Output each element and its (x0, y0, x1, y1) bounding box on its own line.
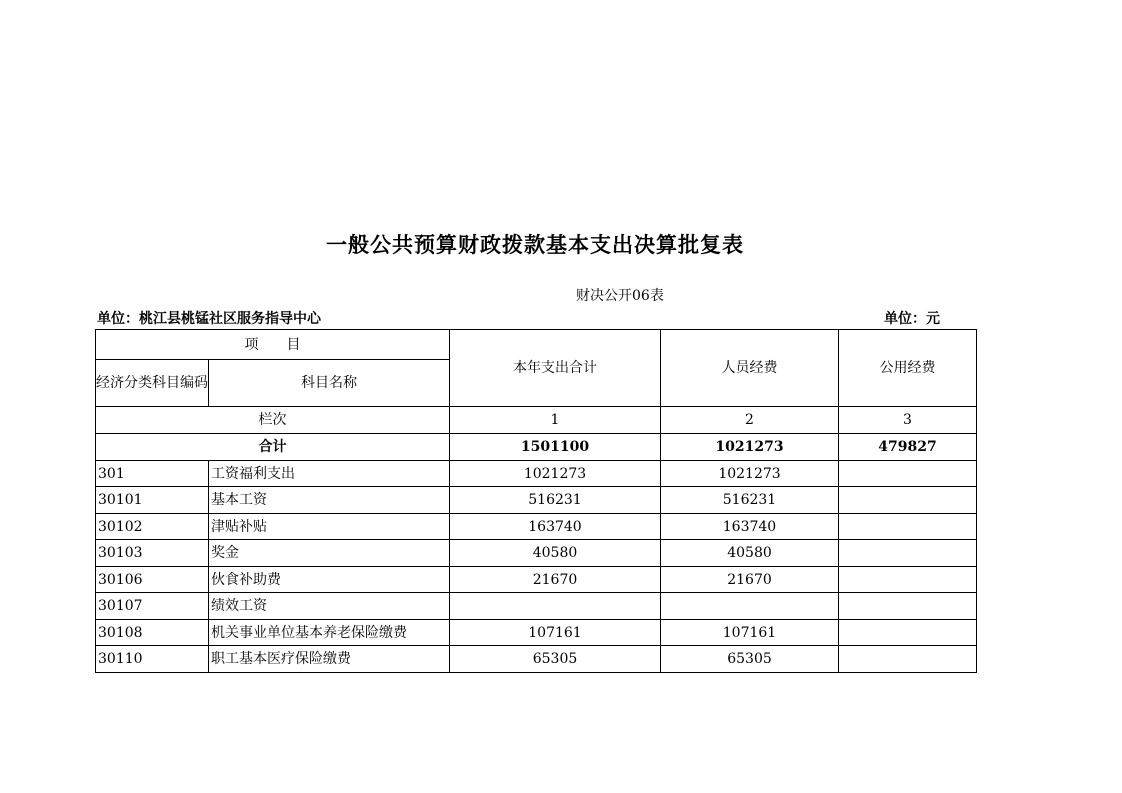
row-personnel: 163740 (661, 514, 839, 540)
table-row (96, 461, 977, 487)
row-personnel (661, 593, 839, 620)
row-total: 21670 (450, 567, 661, 593)
row-public (839, 540, 977, 567)
row-code: 30103 (96, 540, 209, 567)
row-name: 津贴补贴 (209, 514, 450, 540)
document-title: 一般公共预算财政拨款基本支出决算批复表 (326, 232, 744, 257)
row-total (450, 593, 661, 620)
row-name: 机关事业单位基本养老保险缴费 (209, 620, 450, 646)
table-row (96, 514, 977, 540)
row-personnel: 65305 (661, 646, 839, 673)
row-public (839, 567, 977, 593)
total-row (96, 434, 977, 461)
row-total: 516231 (450, 487, 661, 514)
row-name: 职工基本医疗保险缴费 (209, 646, 450, 673)
row-code: 30101 (96, 487, 209, 514)
row-code: 30108 (96, 620, 209, 646)
header-personnel: 人员经费 (661, 330, 839, 407)
row-code: 30110 (96, 646, 209, 673)
column-index-3: 3 (839, 407, 977, 434)
table-row (96, 646, 977, 673)
row-personnel: 516231 (661, 487, 839, 514)
row-total: 1021273 (450, 461, 661, 487)
row-public (839, 646, 977, 673)
column-index-2: 2 (661, 407, 839, 434)
header-name: 科目名称 (209, 360, 450, 407)
currency-unit: 单位：元 (884, 311, 940, 327)
row-public (839, 593, 977, 620)
header-public: 公用经费 (839, 330, 977, 407)
total-label: 合计 (96, 434, 450, 461)
row-personnel: 1021273 (661, 461, 839, 487)
table-row (96, 567, 977, 593)
row-public (839, 620, 977, 646)
column-index-label: 栏次 (96, 407, 450, 434)
budget-table (95, 329, 977, 673)
table-row (96, 487, 977, 514)
row-personnel: 107161 (661, 620, 839, 646)
row-total: 107161 (450, 620, 661, 646)
row-code: 30102 (96, 514, 209, 540)
row-public (839, 487, 977, 514)
row-public (839, 514, 977, 540)
row-personnel: 40580 (661, 540, 839, 567)
row-code: 30106 (96, 567, 209, 593)
row-name: 绩效工资 (209, 593, 450, 620)
total-public: 479827 (839, 434, 977, 461)
unit-name: 单位：桃江县桃锰社区服务指导中心 (97, 311, 321, 327)
row-total: 65305 (450, 646, 661, 673)
row-code: 301 (96, 461, 209, 487)
row-name: 伙食补助费 (209, 567, 450, 593)
row-name: 基本工资 (209, 487, 450, 514)
row-personnel: 21670 (661, 567, 839, 593)
form-code: 财决公开06表 (576, 288, 664, 304)
total-amount: 1501100 (450, 434, 661, 461)
row-code: 30107 (96, 593, 209, 620)
row-name: 奖金 (209, 540, 450, 567)
row-name: 工资福利支出 (209, 461, 450, 487)
total-personnel: 1021273 (661, 434, 839, 461)
table-row (96, 540, 977, 567)
header-code: 经济分类科目编码 (96, 360, 209, 407)
table-row (96, 593, 977, 620)
column-index-1: 1 (450, 407, 661, 434)
header-item: 项 目 (96, 330, 450, 360)
header-total: 本年支出合计 (450, 330, 661, 407)
row-total: 40580 (450, 540, 661, 567)
table-row (96, 620, 977, 646)
row-public (839, 461, 977, 487)
row-total: 163740 (450, 514, 661, 540)
